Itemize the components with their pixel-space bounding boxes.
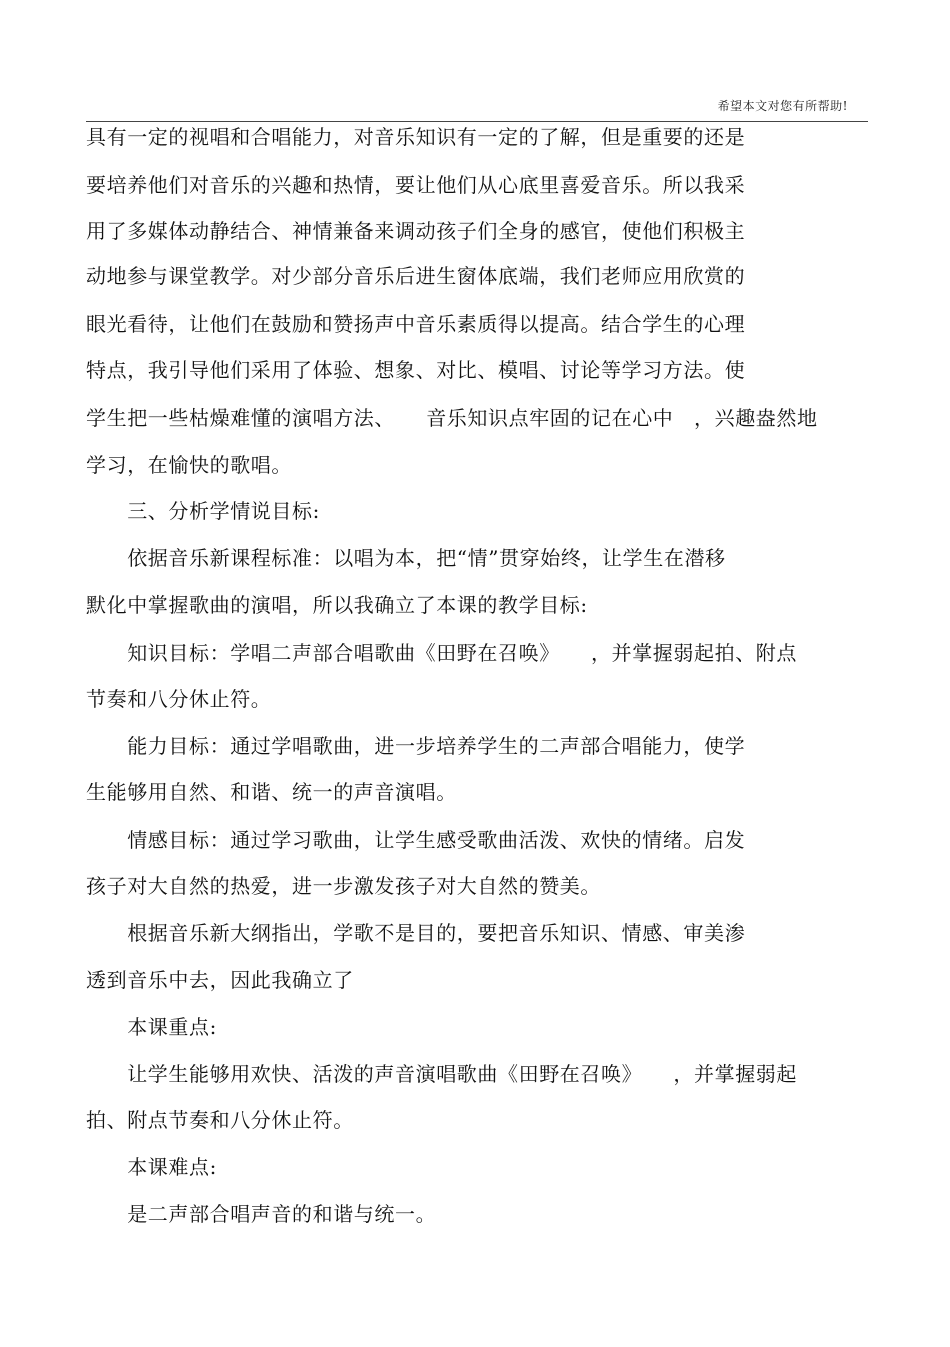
subheading-key-point: 本课重点: (86, 1015, 217, 1039)
body-line: 生能够用自然、和谐、统一的声音演唱。 (86, 780, 457, 804)
body-line: 默化中掌握歌曲的演唱，所以我确立了本课的教学目标: (86, 593, 588, 617)
body-line: 知识目标：学唱二声部合唱歌曲《田野在召唤》 ，并掌握弱起拍、附点 (86, 641, 797, 665)
body-line: 具有一定的视唱和合唱能力，对音乐知识有一定的了解，但是重要的还是 (86, 125, 746, 149)
body-line: 动地参与课堂教学。对少部分音乐后进生窗体底端，我们老师应用欣赏的 (86, 264, 746, 288)
body-line: 是二声部合唱声音的和谐与统一。 (86, 1202, 437, 1226)
body-line: 眼光看待，让他们在鼓励和赞扬声中音乐素质得以提高。结合学生的心理 (86, 312, 746, 336)
header-divider (86, 121, 868, 122)
body-line: 拍、附点节奏和八分休止符。 (86, 1108, 354, 1132)
body-line: 依据音乐新课程标准：以唱为本，把“情”贯穿始终，让学生在潜移 (86, 546, 726, 570)
body-line: 要培养他们对音乐的兴趣和热情，要让他们从心底里喜爱音乐。所以我采 (86, 173, 746, 197)
body-line: 孩子对大自然的热爱，进一步激发孩子对大自然的赞美。 (86, 874, 601, 898)
header-note: 希望本文对您有所帮助! (717, 99, 848, 113)
section-heading: 三、分析学情说目标: (86, 499, 320, 523)
body-line: 让学生能够用欢快、活泼的声音演唱歌曲《田野在召唤》 ，并掌握弱起 (86, 1062, 797, 1086)
body-line: 能力目标：通过学唱歌曲，进一步培养学生的二声部合唱能力，使学 (86, 734, 746, 758)
body-line: 情感目标：通过学习歌曲，让学生感受歌曲活泼、欢快的情绪。启发 (86, 828, 746, 852)
body-line: 用了多媒体动静结合、神情兼备来调动孩子们全身的感官，使他们积极主 (86, 219, 746, 243)
subheading-difficulty: 本课难点: (86, 1155, 217, 1179)
body-line: 根据音乐新大纲指出，学歌不是目的，要把音乐知识、情感、审美渗 (86, 921, 746, 945)
body-line: 透到音乐中去，因此我确立了 (86, 968, 354, 992)
body-line: 节奏和八分休止符。 (86, 687, 272, 711)
body-line: 学习，在愉快的歌唱。 (86, 453, 292, 477)
body-line: 学生把一些枯燥难懂的演唱方法、 音乐知识点牢固的记在心中 ，兴趣盎然地 (86, 406, 818, 430)
body-line: 特点，我引导他们采用了体验、想象、对比、模唱、讨论等学习方法。使 (86, 358, 746, 382)
